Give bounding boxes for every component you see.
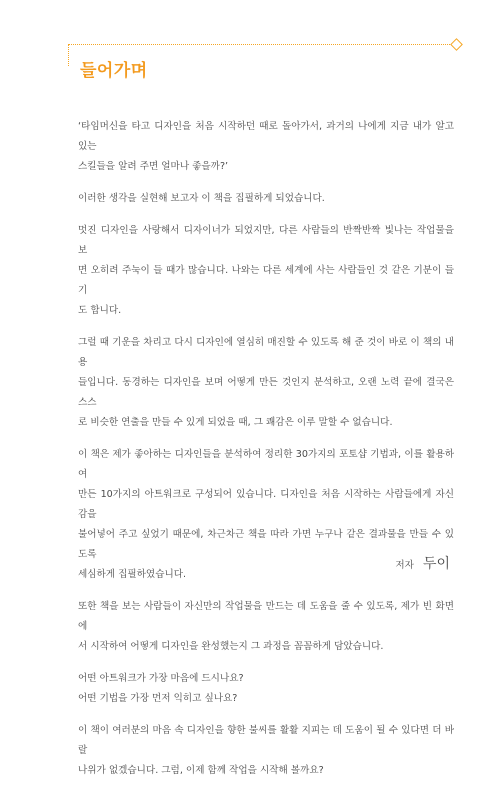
header-dotted-line [68, 44, 452, 45]
text-line: 만든 10가지의 아트워크로 구성되어 있습니다. 디자인을 처음 시작하는 사람들에게 자신감을 [78, 489, 454, 520]
text-line: 이러한 생각을 실현해 보고자 이 책을 집필하게 되었습니다. [78, 193, 325, 204]
paragraph [78, 189, 454, 209]
paragraph [78, 597, 454, 657]
paragraph [78, 221, 454, 321]
author-signature [395, 553, 450, 573]
text-line: 불어넣어 주고 싶었기 때문에, 차근차근 책을 따라 가면 누구나 같은 결과물을 만들 수 있도록 [78, 529, 454, 560]
text-line: 어떤 아트워크가 가장 마음에 드시나요? [78, 673, 244, 684]
text-line: 나위가 없겠습니다. 그럼, 이제 함께 작업을 시작해 볼까요? [78, 765, 324, 776]
text-line: 이 책은 제가 좋아하는 디자인들을 분석하여 정리한 30가지의 포토샵 기법과, 이를 활용하여 [78, 449, 454, 480]
text-line: 들입니다. 동경하는 디자인을 보며 어떻게 만든 것인지 분석하고, 오랜 노력 끝에 결국은 스스 [78, 377, 454, 408]
text-line: 서 시작하여 어떻게 디자인을 완성했는지 그 과정을 꼼꼼하게 담았습니다. [78, 641, 384, 652]
text-line: 멋진 디자인을 사랑해서 디자이너가 되었지만, 다른 사람들의 반짝반짝 빛나는 작업물을 보 [78, 225, 454, 256]
paragraph-quote [78, 117, 454, 177]
paragraph [78, 669, 454, 709]
text-line: 도 합니다. [78, 305, 122, 316]
text-line: 그럴 때 기운을 차리고 다시 디자인에 열심히 매진할 수 있도록 해 준 것이 바로 이 책의 내용 [78, 337, 454, 368]
text-line: 로 비슷한 연출을 만들 수 있게 되었을 때, 그 쾌감은 이루 말할 수 없습니다. [78, 417, 393, 428]
signature-label: 저자 [395, 560, 414, 571]
text-line: 스킬들을 알려 주면 얼마나 좋을까?’ [78, 161, 229, 172]
text-line: 또한 책을 보는 사람들이 자신만의 작업물을 만드는 데 도움을 줄 수 있도록, 제가 빈 화면에 [78, 601, 454, 632]
diamond-ornament-icon [450, 38, 463, 51]
text-line: 이 책이 여러분의 마음 속 디자인을 향한 불씨를 활활 지피는 데 도움이 될 수 있다면 더 바랄 [78, 725, 454, 756]
author-name: 두이 [422, 556, 450, 572]
paragraph [78, 333, 454, 433]
paragraph [78, 721, 454, 781]
text-line: 면 오히려 주눅이 들 때가 많습니다. 나와는 다른 세계에 사는 사람들인 것 같은 기분이 들기 [78, 265, 454, 296]
text-line: 어떤 기법을 가장 먼저 익히고 싶나요? [78, 693, 238, 704]
preface-body [78, 117, 454, 793]
text-line: 세심하게 집필하였습니다. [78, 569, 187, 580]
page-title: 들어가며 [80, 61, 148, 81]
header-dotted-corner [68, 44, 69, 66]
text-line: ‘타임머신을 타고 디자인을 처음 시작하던 때로 돌아가서, 과거의 나에게 지금 내가 알고 있는 [78, 121, 454, 152]
